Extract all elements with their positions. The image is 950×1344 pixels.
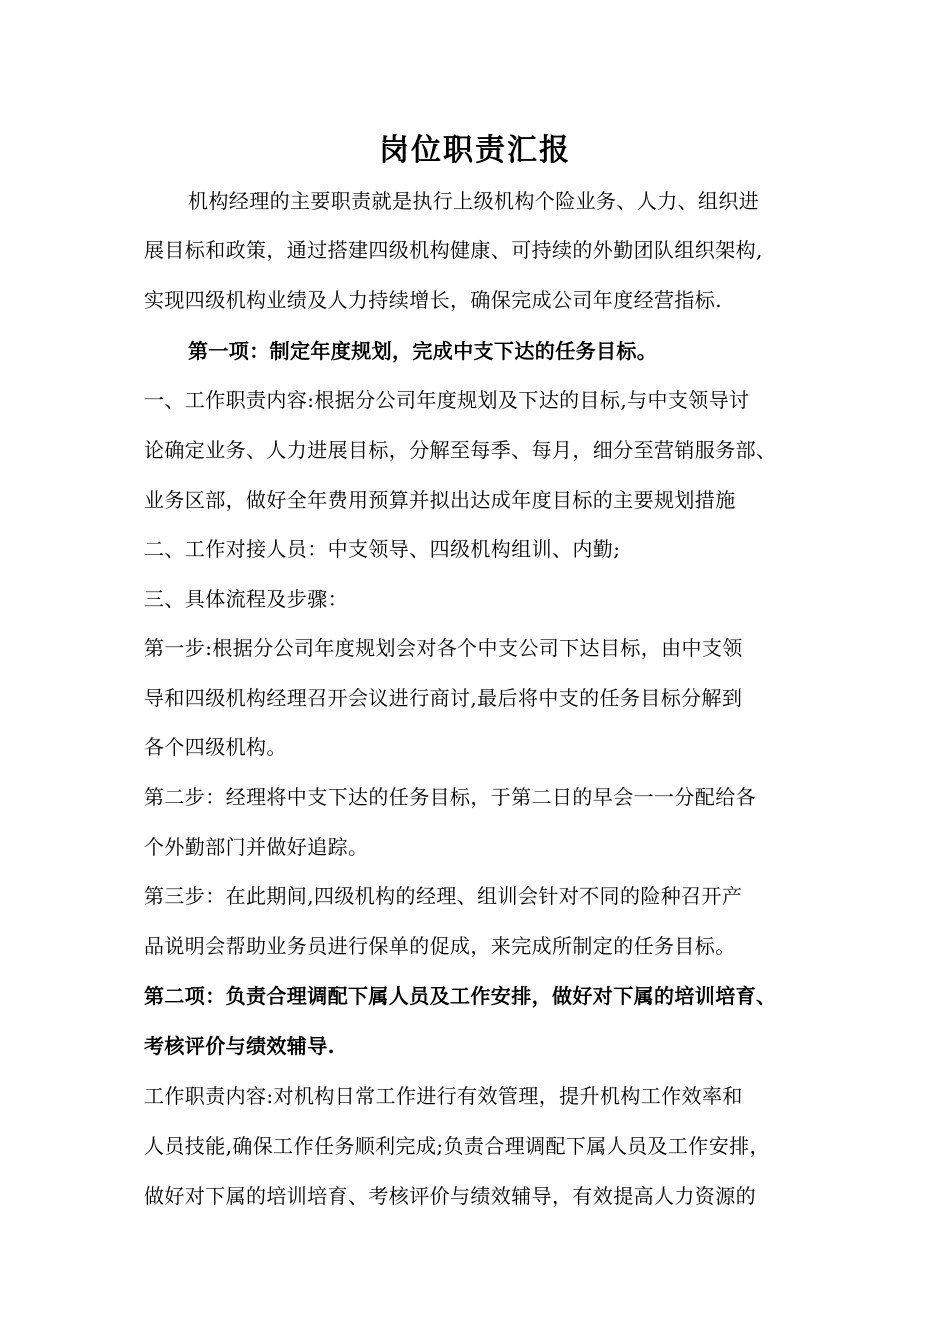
body-text-line: 二、工作对接人员：中支领导、四级机构组训、内勤; <box>144 537 621 561</box>
document-title: 岗位职责汇报 <box>379 133 571 168</box>
section-heading: 第一项：制定年度规划，完成中支下达的任务目标。 <box>188 339 658 363</box>
body-text-line: 展目标和政策，通过搭建四级机构健康、可持续的外勤团队组织架构, <box>144 238 763 262</box>
section-heading: 第二项：负责合理调配下属人员及工作安排，做好对下属的培训培育、 <box>144 984 777 1008</box>
body-text-line: 业务区部，做好全年费用预算并拟出达成年度目标的主要规划措施 <box>144 488 736 512</box>
body-text-line: 论确定业务、人力进展目标，分解至每季、每月，细分至营销服务部、 <box>144 438 777 462</box>
body-text-line: 各个四级机构。 <box>144 735 287 759</box>
body-text-line: 第一步:根据分公司年度规划会对各个中支公司下达目标，由中支领 <box>144 636 743 660</box>
body-text-line: 个外勤部门并做好追踪。 <box>144 835 369 859</box>
body-text-line: 机构经理的主要职责就是执行上级机构个险业务、人力、组织进 <box>188 189 760 213</box>
section-heading: 考核评价与绩效辅导. <box>144 1034 335 1058</box>
body-text-line: 做好对下属的培训培育、考核评价与绩效辅导，有效提高人力资源的 <box>144 1184 756 1208</box>
body-text-line: 人员技能,确保工作任务顺利完成;负责合理调配下属人员及工作安排， <box>144 1134 770 1158</box>
body-text-line: 品说明会帮助业务员进行保单的促成，来完成所制定的任务目标。 <box>144 934 736 958</box>
body-text-line: 第二步：经理将中支下达的任务目标，于第二日的早会一一分配给各 <box>144 785 756 809</box>
body-text-line: 三、具体流程及步骤： <box>144 587 348 611</box>
body-text-line: 第三步：在此期间,四级机构的经理、组训会针对不同的险种召开产 <box>144 884 743 908</box>
body-text-line: 一、工作职责内容:根据分公司年度规划及下达的目标,与中支领导讨 <box>144 388 750 412</box>
body-text-line: 工作职责内容:对机构日常工作进行有效管理，提升机构工作效率和 <box>144 1084 743 1108</box>
body-text-line: 实现四级机构业绩及人力持续增长，确保完成公司年度经营指标. <box>144 288 722 312</box>
body-text-line: 导和四级机构经理召开会议进行商讨,最后将中支的任务目标分解到 <box>144 686 743 710</box>
